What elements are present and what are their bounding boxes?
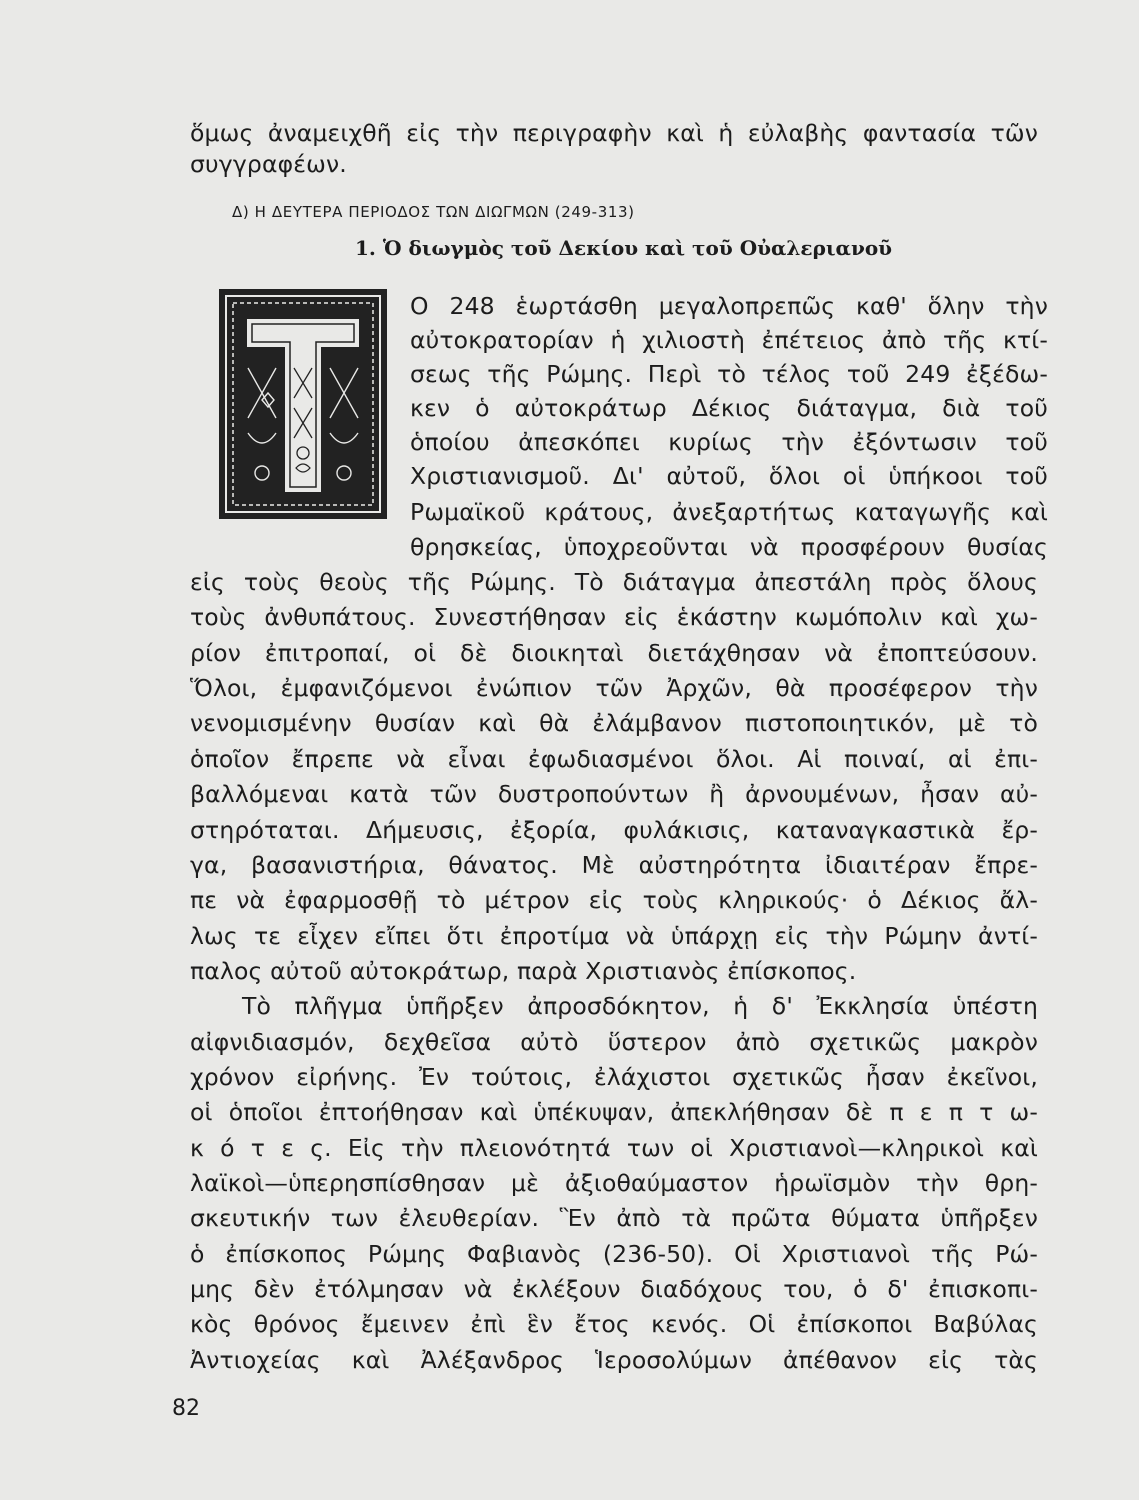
text-line: Ἀντιοχείας καὶ Ἀλέξανδρος Ἱεροσολύμων ἀπέθανον εἰς τὰς [190,1346,1038,1374]
text-line: γα, βασανιστήρια, θάνατος. Μὲ αὐστηρότητα ἰδιαιτέραν ἔπρε- [190,851,1038,879]
ornamental-initial-graphic [218,288,388,520]
page-number: 82 [172,1396,200,1421]
text-line: αὐτοκρατορίαν ἡ χιλιοστὴ ἐπέτειος ἀπὸ τῆς κτί- [410,326,1048,354]
text-line: τοὺς ἀνθυπάτους. Συνεστήθησαν εἰς ἑκάστην κωμόπολιν καὶ χω- [190,603,1038,631]
text-line: παλος αὐτοῦ αὐτοκράτωρ, παρὰ Χριστιανὸς ἐπίσκοπος. [190,957,857,985]
text-line: κεν ὁ αὐτοκράτωρ Δέκιος διάταγμα, διὰ τοῦ [410,394,1048,422]
chapter-subheading: 1. Ὁ διωγμὸς τοῦ Δεκίου καὶ τοῦ Οὐαλεριανοῦ [355,236,893,260]
text-line: ρίον ἐπιτροπαί, οἱ δὲ διοικηταὶ διετάχθησαν νὰ ἐποπτεύσουν. [190,639,1038,667]
text-line: συγγραφέων. [190,150,347,178]
text-line: Ρωμαϊκοῦ κράτους, ἀνεξαρτήτως καταγωγῆς καὶ [410,498,1048,526]
text-line: στηρόταται. Δήμευσις, ἐξορία, φυλάκισις, καταναγκαστικὰ ἔρ- [190,816,1038,844]
text-line: αἰφνιδιασμόν, δεχθεῖσα αὐτὸ ὕστερον ἀπὸ σχετικῶς μακρὸν [190,1028,1038,1056]
text-line: χρόνον εἰρήνης. Ἐν τούτοις, ἐλάχιστοι σχετικῶς ἦσαν ἐκεῖνοι, [190,1063,1038,1091]
text-line: θρησκείας, ὑποχρεοῦνται νὰ προσφέρουν θυσίας [410,533,1048,561]
text-line: μης δὲν ἐτόλμησαν νὰ ἐκλέξουν διαδόχους του, ὁ δ' ἐπισκοπι- [190,1275,1038,1303]
text-line: πε νὰ ἐφαρμοσθῇ τὸ μέτρον εἰς τοὺς κληρικούς· ὁ Δέκιος ἄλ- [190,886,1038,914]
text-line: εἰς τοὺς θεοὺς τῆς Ρώμης. Τὸ διάταγμα ἀπεστάλη πρὸς ὅλους [190,568,1038,596]
text-line: Ο 248 ἑωρτάσθη μεγαλοπρεπῶς καθ' ὅλην τὴν [410,292,1048,320]
section-heading: Δ) Η ΔΕΥΤΕΡΑ ΠΕΡΙΟΔΟΣ ΤΩΝ ΔΙΩΓΜΩΝ (249-313) [232,203,635,221]
text-line: κὸς θρόνος ἔμεινεν ἐπὶ ἓν ἔτος κενός. Οἱ ἐπίσκοποι Βαβύλας [190,1310,1038,1338]
text-line: βαλλόμεναι κατὰ τῶν δυστροπούντων ἢ ἀρνουμένων, ἦσαν αὐ- [190,780,1038,808]
text-line: σεως τῆς Ρώμης. Περὶ τὸ τέλος τοῦ 249 ἐξέδω- [410,360,1048,388]
text-line: κ ό τ ε ς. Εἰς τὴν πλειονότητά των οἱ Χριστιανοὶ—κληρικοὶ καὶ [190,1134,1038,1162]
text-line: Ὅλοι, ἐμφανιζόμενοι ἐνώπιον τῶν Ἀρχῶν, θὰ προσέφερον τὴν [190,674,1038,702]
text-line: Χριστιανισμοῦ. Δι' αὐτοῦ, ὅλοι οἱ ὑπήκοοι τοῦ [410,462,1048,490]
text-line: ὁποίου ἀπεσκόπει κυρίως τὴν ἐξόντωσιν τοῦ [410,428,1048,456]
text-line: νενομισμένην θυσίαν καὶ θὰ ἐλάμβανον πιστοποιητικόν, μὲ τὸ [190,709,1038,737]
text-line: ὁ ἐπίσκοπος Ρώμης Φαβιανὸς (236-50). Οἱ Χριστιανοὶ τῆς Ρώ- [190,1240,1038,1268]
ornamental-initial [218,288,388,520]
text-line: λως τε εἶχεν εἴπει ὅτι ἐπροτίμα νὰ ὑπάρχῃ εἰς τὴν Ρώμην ἀντί- [190,922,1038,950]
text-line: λαϊκοὶ—ὑπερησπίσθησαν μὲ ἀξιοθαύμαστον ἡρωϊσμὸν τὴν θρη- [190,1169,1038,1197]
text-line: σκευτικήν των ἐλευθερίαν. Ἓν ἀπὸ τὰ πρῶτα θύματα ὑπῆρξεν [190,1204,1038,1232]
text-line: ὁποῖον ἔπρεπε νὰ εἶναι ἐφωδιασμένοι ὅλοι. Αἱ ποιναί, αἱ ἐπι- [190,745,1038,773]
text-line: ὅμως ἀναμειχθῆ εἰς τὴν περιγραφὴν καὶ ἡ εὐλαβὴς φαντασία τῶν [190,119,1038,147]
text-line: οἱ ὁποῖοι ἐπτοήθησαν καὶ ὑπέκυψαν, ἀπεκλήθησαν δὲ π ε π τ ω- [190,1098,1038,1126]
text-line: Τὸ πλῆγμα ὑπῆρξεν ἀπροσδόκητον, ἡ δ' Ἐκκλησία ὑπέστη [242,992,1038,1020]
